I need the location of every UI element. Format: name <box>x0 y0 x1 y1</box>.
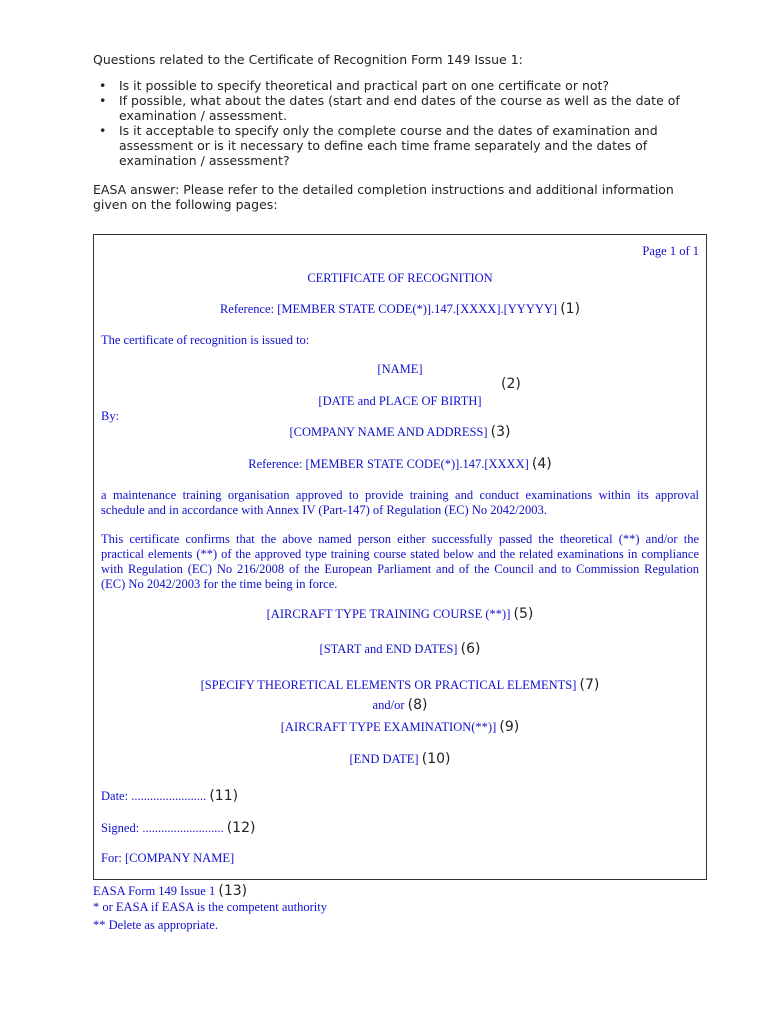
intro-section <box>93 52 693 212</box>
easa-answer: EASA answer: Please refer to the detailed completion instructions and additional information given on the following pages: <box>93 182 674 212</box>
reference-line-2 <box>94 457 706 472</box>
signed-field: Signed: .......................... <box>101 821 224 835</box>
elements-field: [SPECIFY THEORETICAL ELEMENTS OR PRACTICAL ELEMENTS] <box>200 678 577 692</box>
field-number-4: (4) <box>531 456 552 472</box>
dob-field: [DATE and PLACE OF BIRTH] <box>318 394 482 408</box>
dates-line <box>94 642 706 657</box>
name-field: [NAME] <box>377 362 423 376</box>
dates-field: [START and END DATES] <box>319 642 458 656</box>
certificate-title: CERTIFICATE OF RECOGNITION <box>307 271 493 285</box>
question-item: • Is it possible to specify theoretical and practical part on one certificate or not? <box>119 78 693 93</box>
company-field: [COMPANY NAME AND ADDRESS] <box>289 425 488 439</box>
field-number-10: (10) <box>421 751 451 767</box>
issued-to-label: The certificate of recognition is issued to: <box>101 333 310 347</box>
footnote-delete: ** Delete as appropriate. <box>93 918 218 932</box>
elements-line <box>94 678 706 693</box>
field-number-12: (12) <box>226 820 256 836</box>
end-date-line <box>94 752 706 767</box>
field-number-2: (2) <box>501 376 521 392</box>
andor-text: and/or <box>372 698 405 712</box>
footnote-easa: * or EASA if EASA is the competent authority <box>93 900 328 914</box>
intro-heading: Questions related to the Certificate of Recognition Form 149 Issue 1: <box>93 52 523 67</box>
question-item: • Is it acceptable to specify only the complete course and the dates of examination and assessment or is it necessary to define each time frame separately and the dates of examination / assessment? <box>119 123 693 168</box>
date-field: Date: ........................ <box>101 789 207 803</box>
field-number-6: (6) <box>460 641 481 657</box>
andor-line <box>94 698 706 713</box>
field-number-3: (3) <box>490 424 511 440</box>
field-number-9: (9) <box>499 719 520 735</box>
date-line <box>101 789 238 804</box>
confirmation-paragraph: This certificate confirms that the above named person either successfully passed the theoretical (**) and/or the practical elements (**) of the approved type training course stated below and the related examinations in compliance with Regulation (EC) No 216/2008 of the European Parliament and of the Council and to Commission Regulation (EC) No 2042/2003 for the time being in force. <box>101 532 699 591</box>
organisation-paragraph: a maintenance training organisation approved to provide training and conduct examinations within its approval schedule and in accordance with Annex IV (Part-147) of Regulation (EC) No 2042/2003. <box>101 488 699 517</box>
page-number: Page 1 of 1 <box>642 244 699 258</box>
form-label: EASA Form 149 Issue 1 <box>93 884 216 898</box>
field-number-5: (5) <box>513 606 534 622</box>
field-number-8: (8) <box>407 697 428 713</box>
field-number-1: (1) <box>560 301 581 317</box>
reference-line-1 <box>94 302 706 317</box>
field-number-7: (7) <box>579 677 600 693</box>
question-list <box>93 78 693 168</box>
course-field: [AIRCRAFT TYPE TRAINING COURSE (**)] <box>266 607 511 621</box>
field-number-13: (13) <box>218 883 248 899</box>
question-item: • If possible, what about the dates (start and end dates of the course as well as the date of examination / assessment. <box>119 93 693 123</box>
end-date-field: [END DATE] <box>349 752 419 766</box>
certificate-box <box>93 234 707 880</box>
field-number-11: (11) <box>209 788 239 804</box>
by-label: By: <box>101 409 120 423</box>
for-company-line: For: [COMPANY NAME] <box>101 851 235 865</box>
company-line <box>94 425 706 440</box>
exam-line <box>94 720 706 735</box>
reference-1-text: Reference: [MEMBER STATE CODE(*)].147.[XXXX].[YYYYY] <box>219 302 558 316</box>
form-reference <box>93 884 247 899</box>
reference-2-text: Reference: [MEMBER STATE CODE(*)].147.[XXXX] <box>248 457 529 471</box>
exam-field: [AIRCRAFT TYPE EXAMINATION(**)] <box>280 720 497 734</box>
signed-line <box>101 821 255 836</box>
course-line <box>94 607 706 622</box>
